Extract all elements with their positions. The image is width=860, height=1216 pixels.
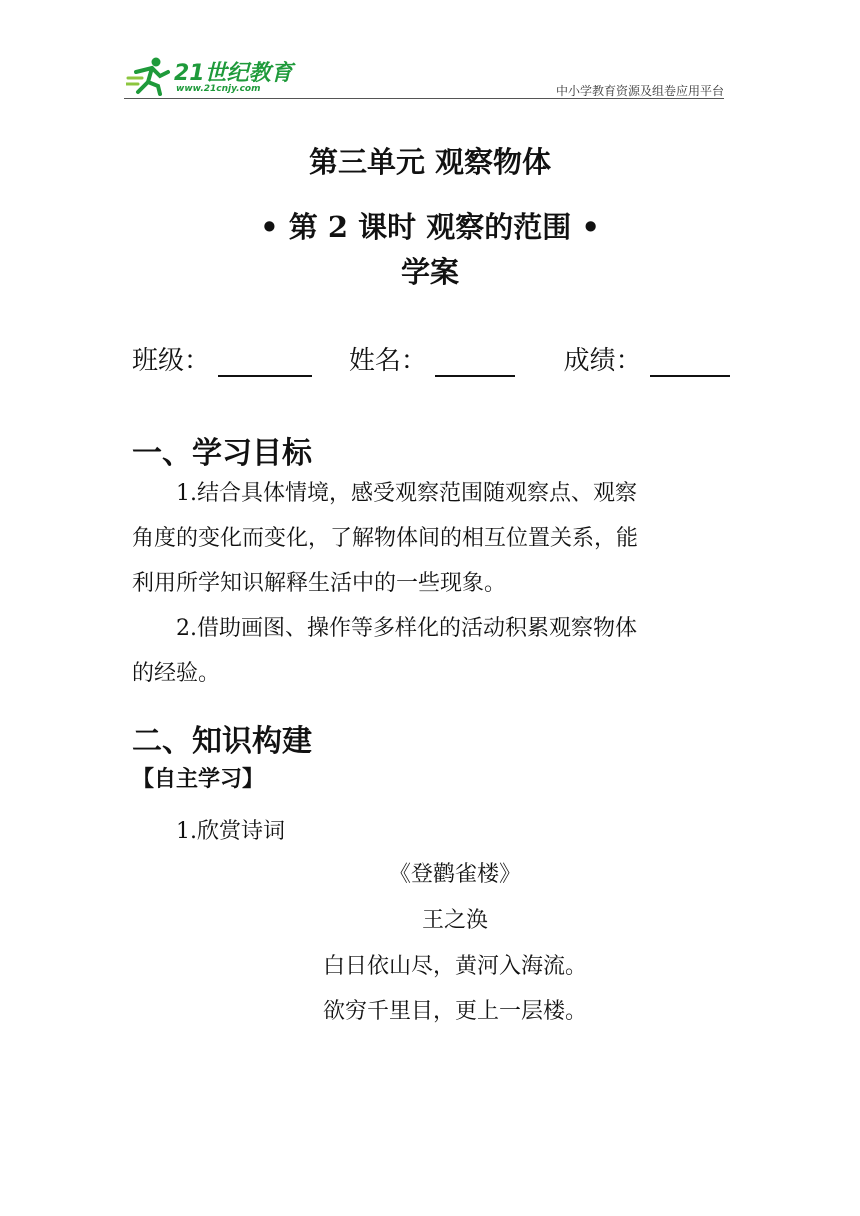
name-label: 姓名： xyxy=(348,346,427,376)
goal-line: 2.借助画图、操作等多样化的活动积累观察物体 xyxy=(176,616,637,641)
header-divider xyxy=(124,98,724,99)
score-blank[interactable] xyxy=(650,345,730,377)
runner-logo-icon xyxy=(126,56,172,96)
class-label: 班级： xyxy=(132,346,211,376)
goal-line: 的经验。 xyxy=(132,661,221,686)
item-appreciate-poem: 1.欣赏诗词 xyxy=(176,819,285,844)
lesson-title: • 第 2 课时 观察的范围 • xyxy=(260,210,600,244)
page-header xyxy=(124,52,724,100)
learning-goals xyxy=(132,471,732,696)
header-tagline: 中小学教育资源及组卷应用平台 xyxy=(555,84,724,98)
score-label: 成绩： xyxy=(563,346,642,376)
class-blank[interactable] xyxy=(218,345,312,377)
doc-type-title: 学案 xyxy=(400,255,459,289)
logo-text: 21世纪教育 xyxy=(174,61,293,86)
poem-author: 王之涣 xyxy=(421,908,488,933)
poem-line: 白日依山尽，黄河入海流。 xyxy=(322,954,587,979)
goal-line: 1.结合具体情境，感受观察范围随观察点、观察 xyxy=(176,481,637,506)
name-blank[interactable] xyxy=(435,345,515,377)
goal-line: 利用所学知识解释生活中的一些现象。 xyxy=(132,571,507,596)
logo-url: www.21cnjy.com xyxy=(176,84,261,94)
student-info-row xyxy=(132,340,732,377)
poem-line: 欲穷千里目，更上一层楼。 xyxy=(322,999,587,1024)
section-heading-goals: 一、学习目标 xyxy=(132,436,312,471)
poem-title: 《登鹳雀楼》 xyxy=(388,862,521,887)
self-study-heading: 【自主学习】 xyxy=(132,766,265,792)
logo xyxy=(124,52,314,98)
goal-line: 角度的变化而变化，了解物体间的相互位置关系，能 xyxy=(132,526,639,551)
section-heading-knowledge: 二、知识构建 xyxy=(132,724,312,759)
unit-title: 第三单元 观察物体 xyxy=(308,145,552,179)
